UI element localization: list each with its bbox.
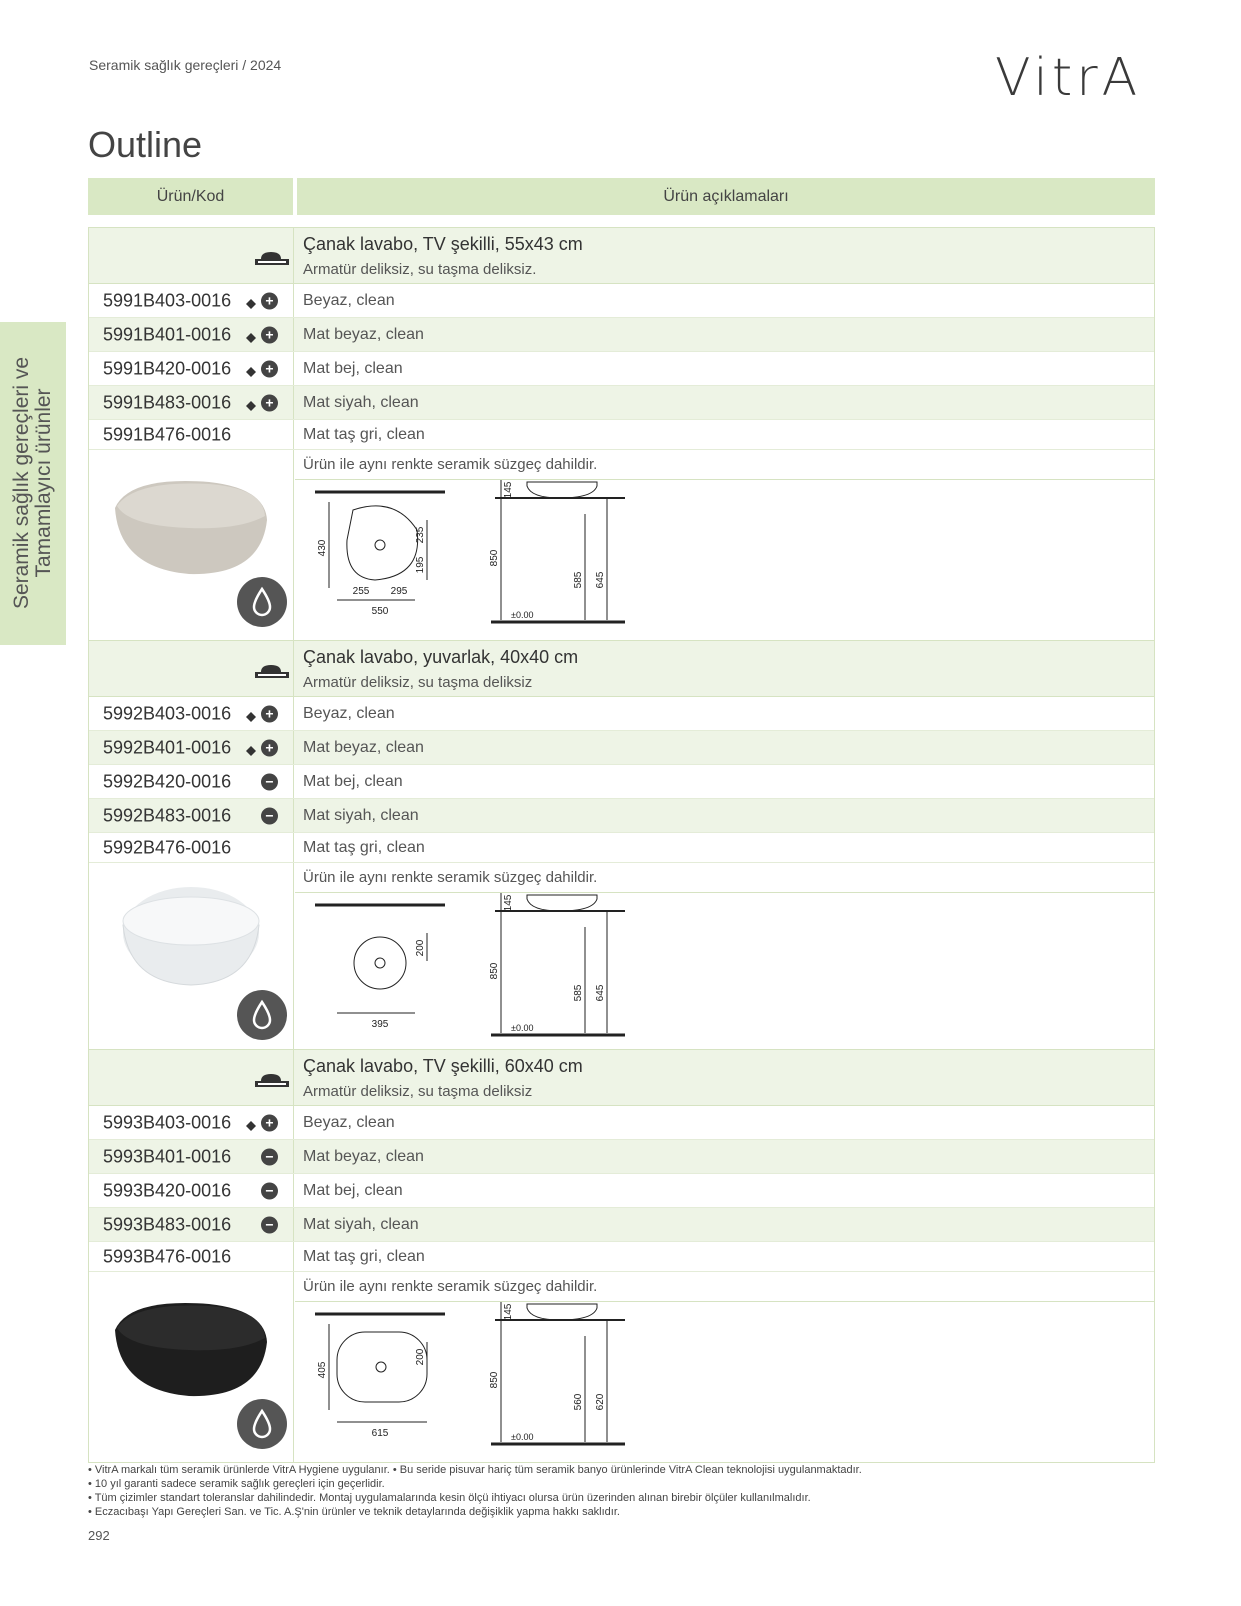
countertop-basin-icon	[255, 1073, 289, 1087]
variant-description: Mat beyaz, clean	[303, 738, 424, 756]
product-code: 5993B476-0016	[103, 1246, 232, 1266]
product-block	[88, 1049, 1155, 1463]
basin-profile	[527, 895, 597, 911]
product-code: 5991B476-0016	[103, 424, 232, 444]
basin-outline	[337, 1332, 427, 1402]
variant-row	[89, 765, 1154, 799]
variant-description: Mat bej, clean	[303, 359, 403, 377]
product-title: Çanak lavabo, TV şekilli, 60x40 cm	[303, 1056, 583, 1076]
diamond-icon	[246, 743, 256, 753]
dimension-label: 550	[371, 606, 389, 617]
variant-description: Beyaz, clean	[303, 1113, 395, 1131]
zero-level-label: ±0.00	[511, 1023, 534, 1033]
code-cell	[89, 318, 294, 351]
variant-description: Mat bej, clean	[303, 1181, 403, 1199]
product-block	[88, 640, 1155, 1054]
variant-row	[89, 731, 1154, 765]
dimension-label: 295	[390, 586, 408, 597]
dimension-label: 620	[595, 1393, 606, 1411]
drain-symbol	[375, 958, 385, 968]
basin-outline	[354, 937, 406, 989]
minus-circle-icon: −	[261, 1148, 278, 1165]
code-cell	[89, 420, 294, 449]
footnote: • Eczacıbaşı Yapı Gereçleri San. ve Tic. A.Ş'nin ürünler ve teknik detaylarında değişiklik yapma hakkı saklıdır.	[88, 1506, 620, 1518]
brand-logo: VitrA	[995, 48, 1142, 108]
code-cell	[89, 731, 294, 764]
minus-circle-icon: −	[261, 1216, 278, 1233]
code-cell	[89, 1106, 294, 1139]
variant-row	[89, 352, 1154, 386]
hygiene-drop-icon	[237, 990, 287, 1040]
plus-circle-icon: +	[261, 394, 278, 411]
product-code: 5993B483-0016	[103, 1214, 232, 1234]
variant-row	[89, 284, 1154, 318]
product-title: Çanak lavabo, yuvarlak, 40x40 cm	[303, 647, 579, 667]
dimension-label: 585	[573, 984, 584, 1002]
diamond-icon	[246, 709, 256, 719]
variant-description: Mat taş gri, clean	[303, 1247, 425, 1265]
product-code: 5992B420-0016	[103, 771, 232, 791]
plus-circle-icon: +	[261, 1114, 278, 1131]
dimension-label: 615	[371, 1428, 389, 1439]
dimension-label: 235	[415, 526, 426, 544]
product-code: 5991B403-0016	[103, 290, 232, 310]
included-drain-note: Ürün ile aynı renkte seramik süzgeç dahildir.	[303, 1278, 598, 1295]
product-image	[89, 450, 294, 640]
variant-row	[89, 420, 1154, 450]
code-cell	[89, 697, 294, 730]
basin-profile	[527, 1304, 597, 1320]
variant-row	[89, 1208, 1154, 1242]
note-row	[295, 1272, 1154, 1302]
dimension-label: 850	[489, 1371, 500, 1389]
footnotes	[88, 1463, 862, 1519]
code-cell	[89, 833, 294, 862]
product-image-block	[89, 1272, 1154, 1462]
header-code: Ürün/Kod	[88, 178, 293, 215]
code-cell	[89, 1242, 294, 1271]
dimension-label: 145	[503, 481, 514, 499]
plus-circle-icon: +	[261, 326, 278, 343]
basin-outline	[347, 506, 418, 580]
product-title-row	[89, 641, 1154, 697]
product-image-block	[89, 450, 1154, 640]
included-drain-note: Ürün ile aynı renkte seramik süzgeç dahildir.	[303, 869, 598, 886]
technical-drawing	[295, 893, 655, 1053]
product-block	[88, 227, 1155, 641]
variant-description: Beyaz, clean	[303, 291, 395, 309]
drain-symbol	[376, 1362, 386, 1372]
variant-description: Mat beyaz, clean	[303, 1147, 424, 1165]
footnote: • 10 yıl garanti sadece seramik sağlık gereçleri için geçerlidir.	[88, 1478, 385, 1490]
product-code: 5993B420-0016	[103, 1180, 232, 1200]
dimension-label: 645	[595, 571, 606, 589]
product-subtitle: Armatür deliksiz, su taşma deliksiz	[303, 1083, 533, 1100]
code-cell	[89, 284, 294, 317]
variant-description: Mat bej, clean	[303, 772, 403, 790]
plus-circle-icon: +	[261, 739, 278, 756]
product-title-row	[89, 1050, 1154, 1106]
page-title: Outline	[88, 124, 203, 165]
dimension-label: 145	[503, 1303, 514, 1321]
page-number: 292	[88, 1528, 110, 1543]
side-tab-label: Seramik sağlık gereçleri ve Tamamlayıcı ürünler	[10, 356, 55, 610]
included-drain-note: Ürün ile aynı renkte seramik süzgeç dahildir.	[303, 456, 598, 473]
hygiene-drop-icon	[237, 1399, 287, 1449]
countertop-basin-icon	[255, 251, 289, 265]
code-cell	[89, 799, 294, 832]
variant-row	[89, 1174, 1154, 1208]
product-code: 5993B401-0016	[103, 1146, 232, 1166]
diamond-icon	[246, 1118, 256, 1128]
zero-level-label: ±0.00	[511, 610, 534, 620]
drain-symbol	[375, 540, 385, 550]
variant-description: Mat taş gri, clean	[303, 838, 425, 856]
diamond-icon	[246, 364, 256, 374]
technical-drawing	[295, 480, 655, 640]
technical-drawing	[295, 1302, 655, 1462]
product-code: 5991B420-0016	[103, 358, 232, 378]
countertop-basin-icon	[255, 664, 289, 678]
note-row	[295, 863, 1154, 893]
zero-level-label: ±0.00	[511, 1432, 534, 1442]
code-cell	[89, 1140, 294, 1173]
dimension-label: 560	[573, 1393, 584, 1411]
variant-row	[89, 799, 1154, 833]
product-title-row	[89, 228, 1154, 284]
product-subtitle: Armatür deliksiz, su taşma deliksiz	[303, 674, 533, 691]
dimension-label: 255	[352, 586, 370, 597]
product-code: 5992B483-0016	[103, 805, 232, 825]
dimension-label: 850	[489, 962, 500, 980]
product-code: 5991B401-0016	[103, 324, 232, 344]
code-cell	[89, 765, 294, 798]
variant-description: Mat siyah, clean	[303, 1215, 419, 1233]
dimension-label: 200	[415, 1348, 426, 1366]
product-code: 5991B483-0016	[103, 392, 232, 412]
minus-circle-icon: −	[261, 1182, 278, 1199]
product-subtitle: Armatür deliksiz, su taşma deliksiz.	[303, 261, 537, 278]
dimension-label: 405	[317, 1361, 328, 1379]
product-code: 5993B403-0016	[103, 1112, 232, 1132]
variant-description: Mat beyaz, clean	[303, 325, 424, 343]
code-cell	[89, 352, 294, 385]
variant-description: Mat taş gri, clean	[303, 425, 425, 443]
footnote: • VitrA markalı tüm seramik ürünlerde VitrA Hygiene uygulanır. • Bu seride pisuvar hariç tüm seramik banyo ürünlerinde VitrA Clean teknolojisi uygulanmaktadır.	[88, 1464, 862, 1476]
product-image-block	[89, 863, 1154, 1053]
product-image	[89, 863, 294, 1053]
footnote: • Tüm çizimler standart toleranslar dahilindedir. Montaj uygulamalarında kesin ölçü ihtiyacı olursa ürün üzerinden alınan birebir ölçüler kullanılmalıdır.	[88, 1492, 811, 1504]
product-title: Çanak lavabo, TV şekilli, 55x43 cm	[303, 234, 583, 254]
diamond-icon	[246, 296, 256, 306]
dimension-label: 585	[573, 571, 584, 589]
basin-profile	[527, 482, 597, 498]
minus-circle-icon: −	[261, 807, 278, 824]
variant-row	[89, 697, 1154, 731]
product-code: 5992B401-0016	[103, 737, 232, 757]
note-row	[295, 450, 1154, 480]
variant-description: Mat siyah, clean	[303, 393, 419, 411]
code-cell	[89, 1208, 294, 1241]
variant-row	[89, 833, 1154, 863]
code-cell	[89, 386, 294, 419]
variant-row	[89, 386, 1154, 420]
dimension-label: 395	[371, 1019, 389, 1030]
dimension-label: 200	[415, 939, 426, 957]
variant-description: Beyaz, clean	[303, 704, 395, 722]
product-code: 5992B476-0016	[103, 837, 232, 857]
plus-circle-icon: +	[261, 292, 278, 309]
product-image	[89, 1272, 294, 1462]
plus-circle-icon: +	[261, 360, 278, 377]
dimension-label: 645	[595, 984, 606, 1002]
dimension-label: 195	[415, 556, 426, 574]
minus-circle-icon: −	[261, 773, 278, 790]
header-description: Ürün açıklamaları	[297, 178, 1155, 215]
dimension-label: 850	[489, 549, 500, 567]
plus-circle-icon: +	[261, 705, 278, 722]
diamond-icon	[246, 398, 256, 408]
code-cell	[89, 1174, 294, 1207]
variant-row	[89, 318, 1154, 352]
variant-row	[89, 1140, 1154, 1174]
variant-description: Mat siyah, clean	[303, 806, 419, 824]
hygiene-drop-icon	[237, 577, 287, 627]
breadcrumb: Seramik sağlık gereçleri / 2024	[89, 57, 282, 73]
product-code: 5992B403-0016	[103, 703, 232, 723]
variant-row	[89, 1106, 1154, 1140]
dimension-label: 430	[317, 539, 328, 557]
variant-row	[89, 1242, 1154, 1272]
diamond-icon	[246, 330, 256, 340]
dimension-label: 145	[503, 894, 514, 912]
side-tab	[0, 322, 66, 645]
